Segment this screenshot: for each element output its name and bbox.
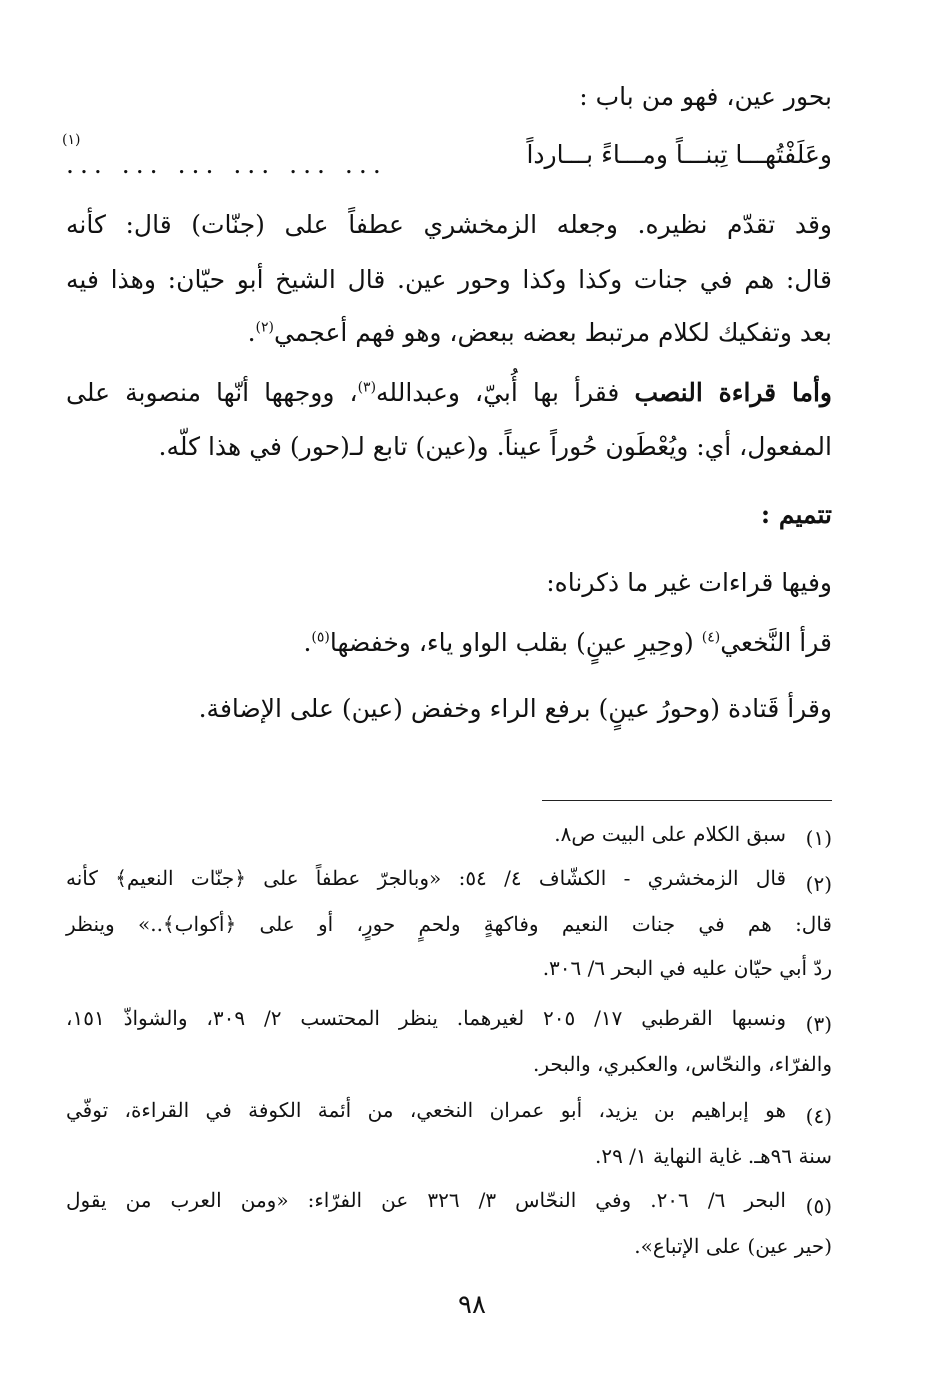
footnote-number-5: (٥) — [805, 1194, 832, 1218]
footnote-number-3: (٣) — [805, 1012, 832, 1036]
footnote-5-line-2: (حير عين) على الإتباع». — [634, 1234, 832, 1258]
paragraph-2-line-1-b: ، ووجهها أنّها منصوبة على — [66, 378, 358, 407]
paragraph-3: وفيها قراءات غير ما ذكرناه: — [546, 568, 832, 597]
page-number: ٩٨ — [458, 1290, 486, 1320]
paragraph-2-line-1-a: فقرأ بها أُبيّ، وعبدالله — [376, 378, 635, 407]
paragraph-1-line-3-text: بعد وتفكيك لكلام مرتبط بعضه ببعض، وهو فهم أعجمي — [274, 318, 832, 347]
section-heading: تتميم : — [760, 500, 832, 529]
footnote-ref-4: (٤) — [701, 629, 721, 646]
footnote-2-line-3: ردّ أبي حيّان عليه في البحر ٦/ ٣٠٦. — [542, 956, 832, 980]
paragraph-4 — [66, 628, 832, 657]
paragraph-1-line-3-end: . — [247, 318, 256, 347]
footnote-2-line-1: قال الزمخشري - الكشّاف ٤/ ٥٤: «وبالجرّ عطفاً على ﴿جنّات النعيم﴾ كأنه — [66, 866, 786, 890]
footnote-2-line-2: قال: هم في جنات النعيم وفاكهةٍ ولحمٍ حورٍ، أو على ﴿أكواب﴾..» وينظر — [66, 912, 832, 936]
verse-footnote-ref: (١) — [62, 132, 81, 148]
text-line-1: بحور عين، فهو من باب : — [579, 82, 832, 111]
paragraph-5: وقرأ قَتادة (وحورُ عينٍ) برفع الراء وخفض (عين) على الإضافة. — [198, 694, 832, 723]
footnote-4-line-1: هو إبراهيم بن يزيد، أبو عمران النخعي، من أئمة الكوفة في القراءة، توفّي — [66, 1098, 786, 1122]
verse-dots: ... ... ... ... ... ... — [66, 150, 387, 179]
footnote-number-4: (٤) — [805, 1104, 832, 1128]
paragraph-1-line-3 — [66, 318, 832, 347]
paragraph-4-end: . — [303, 628, 312, 657]
verse-line: وعَلَفْتُهـــا تِبنـــاً ومـــاءً بـــارداً — [526, 140, 832, 169]
footnote-5-line-1: البحر ٦/ ٢٠٦. وفي النحّاس ٣/ ٣٢٦ عن الفرّاء: «ومن العرب من يقول — [66, 1188, 786, 1212]
footnote-ref-3: (٣) — [357, 379, 377, 396]
footnote-number-1: (١) — [805, 826, 832, 850]
footnote-3-line-2: والفرّاء، والنحّاس، والعكبري، والبحر. — [533, 1052, 832, 1076]
paragraph-1-line-2: قال: هم في جنات وكذا وكذا وحور عين. قال الشيخ أبو حيّان: وهذا فيه — [66, 265, 832, 294]
footnote-divider — [542, 800, 832, 801]
footnote-ref-5: (٥) — [311, 629, 330, 646]
paragraph-2-line-1 — [66, 378, 832, 407]
paragraph-2-line-2: المفعول، أي: ويُعْطَون حُوراً عيناً. و(عين) تابع لـ(حور) في هذا كلّه. — [158, 432, 832, 461]
paragraph-1-line-1: وقد تقدّم نظيره. وجعله الزمخشري عطفاً على (جنّات) قال: كأنه — [66, 210, 832, 239]
paragraph-4-b: (وحِيرِ عينٍ) بقلب الواو ياء، وخفضها — [329, 628, 702, 657]
footnote-number-2: (٢) — [805, 872, 832, 896]
reading-heading: وأما قراءة النصب — [634, 378, 832, 407]
footnote-ref-2: (٢) — [255, 319, 275, 336]
footnote-1: سبق الكلام على البيت ص٨. — [554, 822, 786, 846]
footnote-3-line-1: ونسبها القرطبي ١٧/ ٢٠٥ لغيرهما. ينظر المحتسب ٢/ ٣٠٩، والشواذّ ١٥١، — [66, 1006, 786, 1030]
paragraph-4-a: قرأ النَّخعي — [720, 628, 832, 657]
footnote-4-line-2: سنة ٩٦هـ. غاية النهاية ١/ ٢٩. — [594, 1144, 832, 1168]
